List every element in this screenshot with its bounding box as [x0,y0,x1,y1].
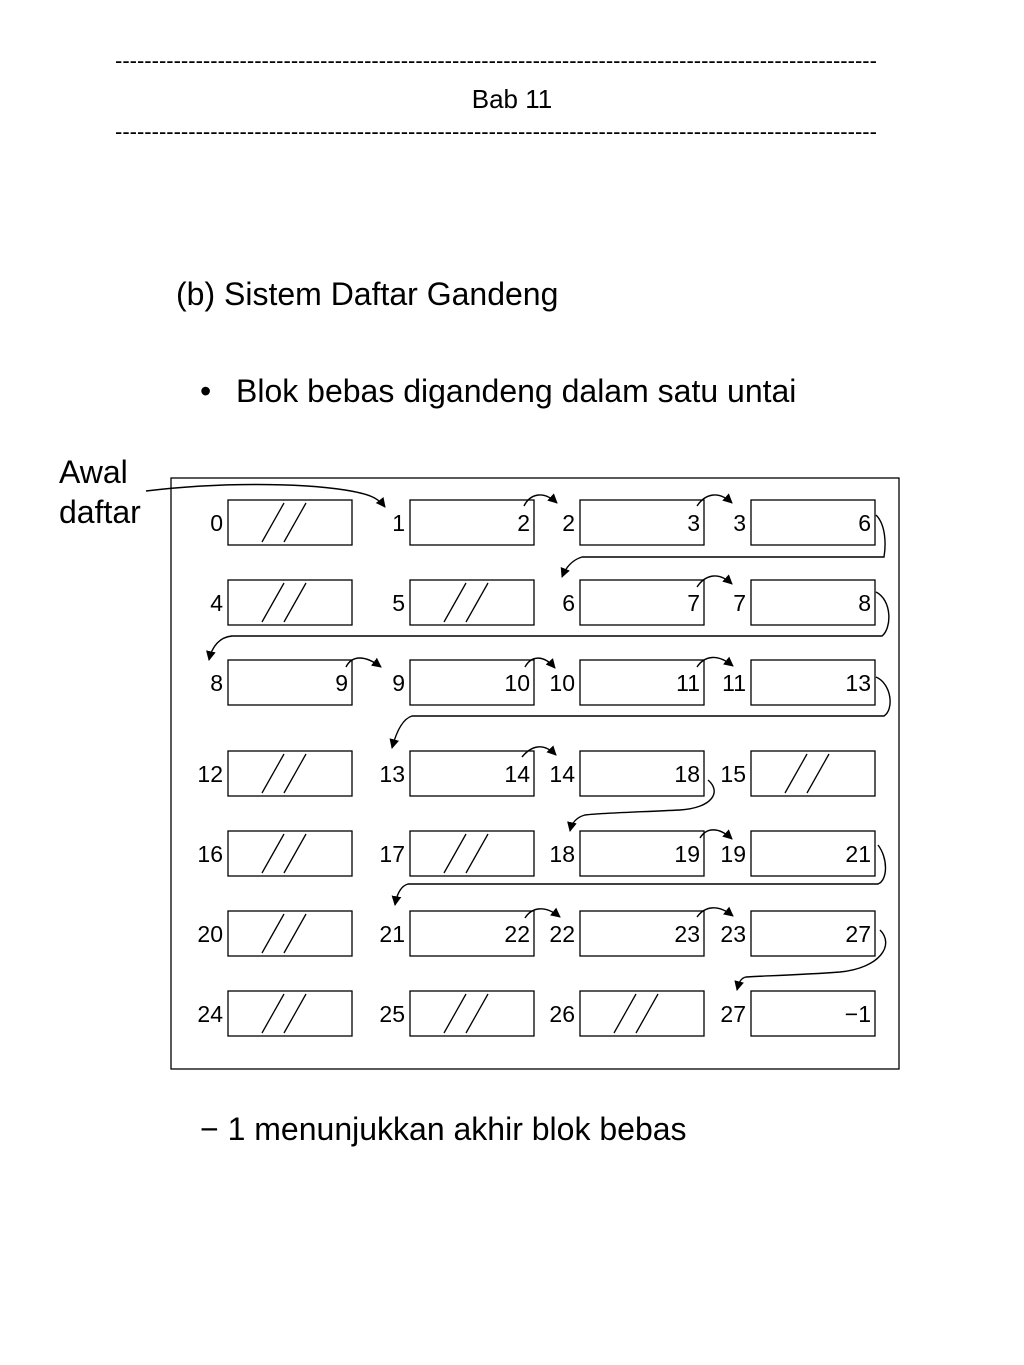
block-next-pointer-14: 18 [674,761,700,787]
chapter-title: Bab 11 [471,84,553,114]
block-20 [228,911,352,956]
block-index-4: 4 [210,590,223,616]
block-next-pointer-2: 3 [687,510,700,536]
block-index-8: 8 [210,670,223,696]
block-next-pointer-18: 19 [674,841,700,867]
block-index-20: 20 [197,921,223,947]
blocks-layer [197,500,875,1036]
block-index-19: 19 [720,841,746,867]
start-label-line1: Awal [59,454,128,490]
block-next-pointer-6: 7 [687,590,700,616]
block-17 [410,831,534,876]
footnote: − 1 menunjukkan akhir blok bebas [200,1111,687,1147]
link-arrow-18-19 [700,830,732,839]
block-index-15: 15 [720,761,746,787]
block-12 [228,751,352,796]
block-index-13: 13 [379,761,405,787]
block-next-pointer-23: 27 [845,921,871,947]
bullet-text: Blok bebas digandeng dalam satu untai [236,373,797,409]
block-next-pointer-13: 14 [504,761,530,787]
block-index-27: 27 [720,1001,746,1027]
block-5 [410,580,534,625]
block-next-pointer-11: 13 [845,670,871,696]
block-4 [228,580,352,625]
block-next-pointer-21: 22 [504,921,530,947]
block-7 [751,580,875,625]
block-index-10: 10 [549,670,575,696]
block-index-9: 9 [392,670,405,696]
block-next-pointer-7: 8 [858,590,871,616]
block-next-pointer-8: 9 [335,670,348,696]
block-index-25: 25 [379,1001,405,1027]
block-24 [228,991,352,1036]
bullet-dot-icon: • [200,373,212,409]
block-next-pointer-22: 23 [674,921,700,947]
block-index-18: 18 [549,841,575,867]
block-next-pointer-3: 6 [858,510,871,536]
block-next-pointer-10: 11 [676,670,700,696]
block-6 [580,580,704,625]
block-index-21: 21 [379,921,405,947]
block-index-0: 0 [210,510,223,536]
block-index-24: 24 [197,1001,223,1027]
block-index-22: 22 [549,921,575,947]
block-index-2: 2 [562,510,575,536]
block-index-14: 14 [549,761,575,787]
block-index-11: 11 [722,670,746,696]
block-16 [228,831,352,876]
block-index-26: 26 [549,1001,575,1027]
block-3 [751,500,875,545]
block-0 [228,500,352,545]
block-15 [751,751,875,796]
block-index-16: 16 [197,841,223,867]
block-8 [228,660,352,705]
block-26 [580,991,704,1036]
block-index-7: 7 [733,590,746,616]
block-25 [410,991,534,1036]
block-next-pointer-27: −1 [844,1001,871,1027]
section-title: (b) Sistem Daftar Gandeng [176,276,559,312]
block-index-12: 12 [197,761,223,787]
block-next-pointer-9: 10 [504,670,530,696]
block-next-pointer-19: 21 [845,841,871,867]
block-1 [410,500,534,545]
block-index-5: 5 [392,590,405,616]
start-label-line2: daftar [59,494,141,530]
block-index-1: 1 [392,510,405,536]
block-next-pointer-1: 2 [517,510,530,536]
block-index-17: 17 [379,841,405,867]
block-index-3: 3 [733,510,746,536]
header-rule-bottom: -------------------------------------------------------------------------------------------------------- [115,121,877,143]
block-2 [580,500,704,545]
block-index-6: 6 [562,590,575,616]
header-rule-top: -------------------------------------------------------------------------------------------------------- [115,50,877,72]
block-index-23: 23 [720,921,746,947]
